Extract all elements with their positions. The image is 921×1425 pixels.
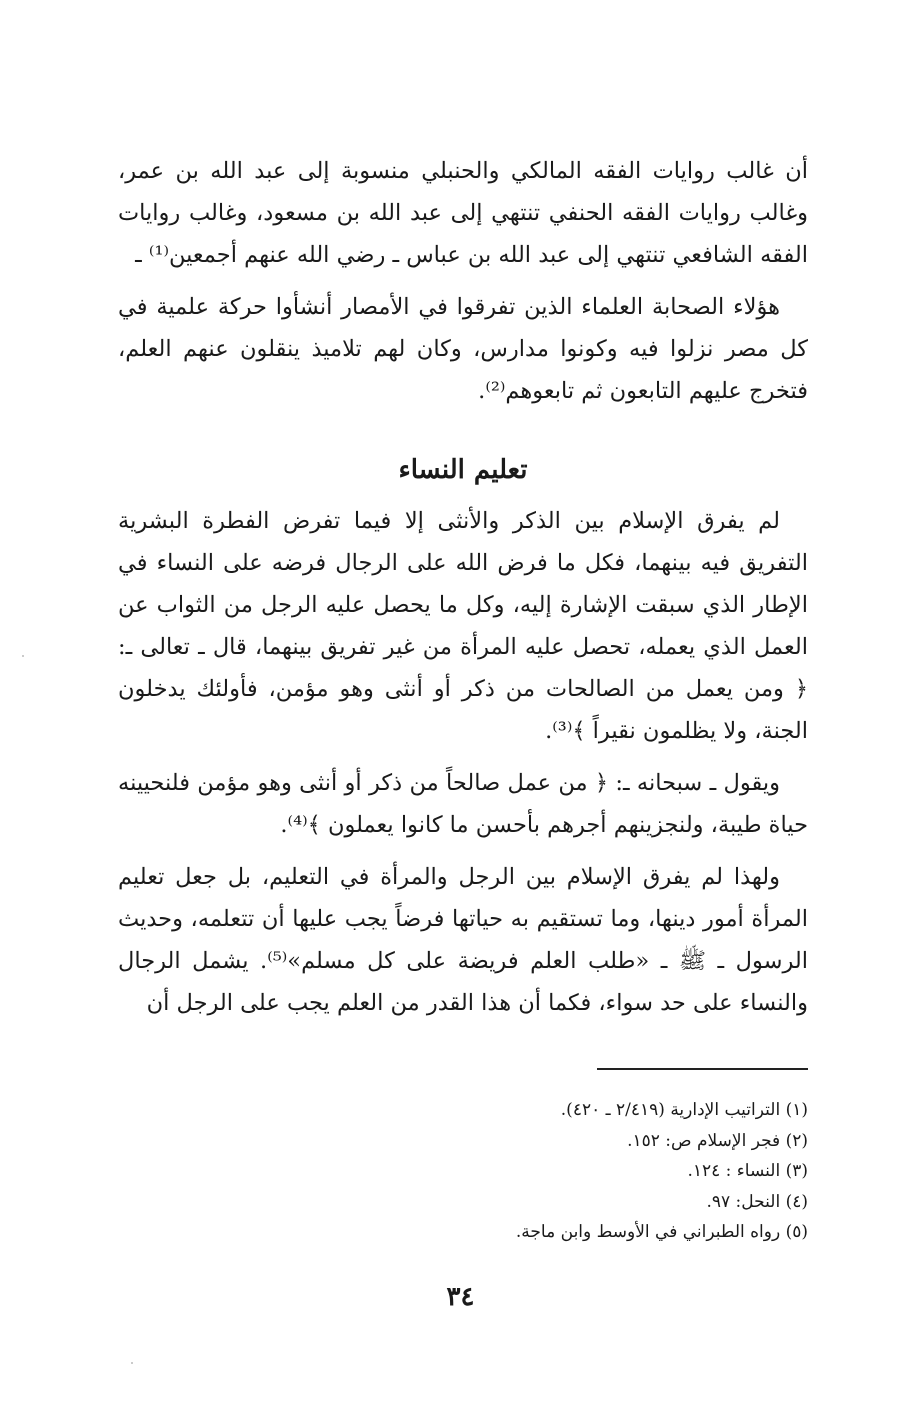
footnote-1: (١) التراتيب الإدارية (٢/٤١٩ ـ ٤٢٠).: [560, 1100, 808, 1120]
footnotes: [118, 1095, 808, 1248]
paragraph-3: لم يفرق الإسلام بين الذكر والأنثى إلا فيما تفرض الفطرة البشرية التفريق فيه بينهما، فكل ما فرض الله على الرجال فرضه على النساء في الإطار الذي سبقت الإشارة إليه، وكل ما يحصل عليه الرجل من الثواب عن العمل الذي يعمله، تحصل عليه المرأة من غير تفريق بينهما، قال ـ تعالى ـ: ﴿ ومن يعمل من الصالحات من ذكر أو أنثى وهو مؤمن، فأولئك يدخلون الجنة، ولا يظلمون نقيراً ﴾⁽³⁾.: [118, 508, 808, 744]
paragraph-4: ويقول ـ سبحانه ـ: ﴿ من عمل صالحاً من ذكر أو أنثى وهو مؤمن فلنحيينه حياة طيبة، ولنجزينهم أجرهم بأحسن ما كانوا يعملون ﴾⁽⁴⁾.: [118, 770, 808, 838]
footnote-2: (٢) فجر الإسلام ص: ١٥٢.: [627, 1130, 808, 1151]
body-text-section: [118, 500, 808, 1024]
scan-speck: [131, 1362, 133, 1364]
scan-speck: [22, 655, 24, 657]
paragraph-5: ولهذا لم يفرق الإسلام بين الرجل والمرأة في التعليم، بل جعل تعليم المرأة أمور دينها، وما تستقيم به حياتها فرضاً يجب عليها أن تتعلمه، وحديث الرسول ـ ﷺ ـ «طلب العلم فريضة على كل مسلم»⁽⁵⁾. يشمل الرجال والنساء على حد سواء، فكما أن هذا القدر من العلم يجب على الرجل أن: [118, 864, 809, 1016]
page-number: ٣٤: [446, 1282, 475, 1312]
paragraph-1: أن غالب روايات الفقه المالكي والحنبلي منسوبة إلى عبد الله بن عمر، وغالب روايات الفقه الحنفي تنتهي إلى عبد الله بن مسعود، وغالب روايات الفقه الشافعي تنتهي إلى عبد الله بن عباس ـ رضي الله عنهم أجمعين⁽¹⁾ ـ: [118, 158, 808, 268]
paragraph-2: هؤلاء الصحابة العلماء الذين تفرقوا في الأمصار أنشأوا حركة علمية في كل مصر نزلوا فيه وكونوا مدارس، وكان لهم تلاميذ ينقلون عنهم العلم، فتخرج عليهم التابعون ثم تابعوهم⁽²⁾.: [118, 294, 808, 404]
footnote-3: (٣) النساء : ١٢٤.: [687, 1161, 808, 1181]
body-text-top: [118, 150, 808, 412]
footnote-5: (٥) رواه الطبراني في الأوسط وابن ماجة.: [515, 1222, 808, 1242]
footnote-4: (٤) النحل: ٩٧.: [706, 1191, 808, 1212]
footnote-divider: [597, 1068, 808, 1070]
section-title: تعليم النساء: [398, 455, 528, 485]
